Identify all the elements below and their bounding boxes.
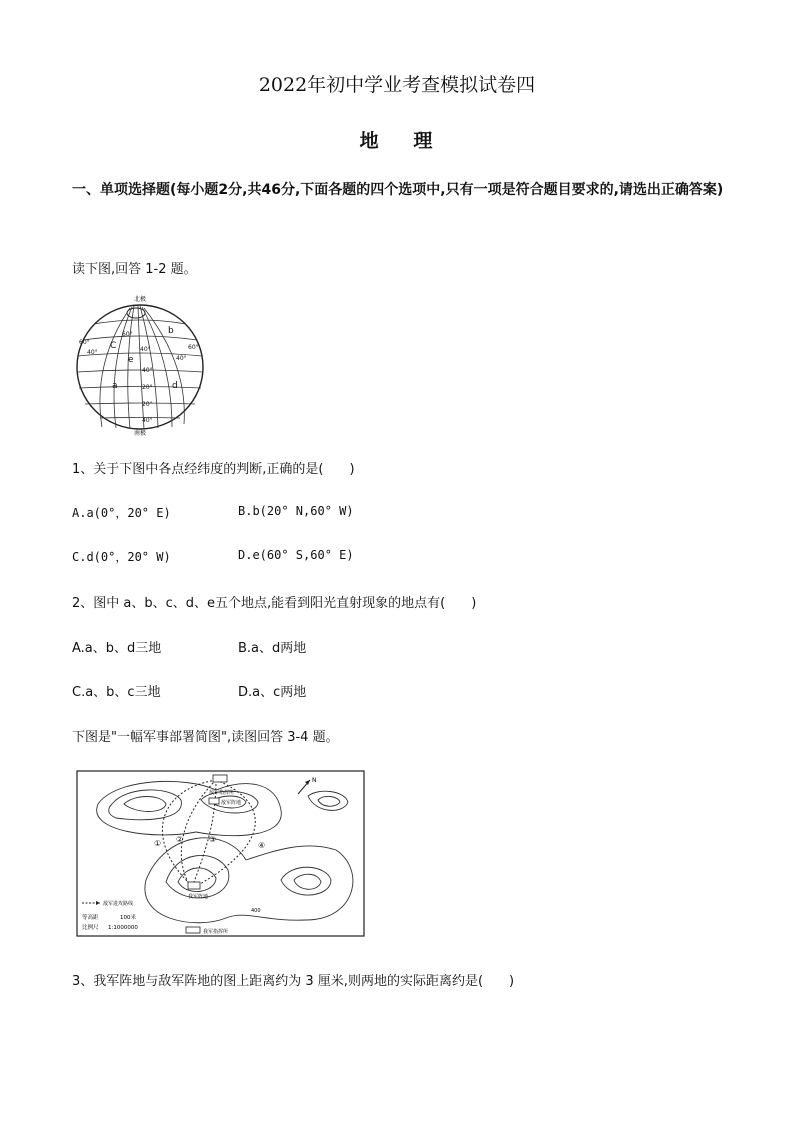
q2-stem: 2、图中 a、b、c、d、e五个地点,能看到阳光直射现象的地点有( ) (72, 596, 477, 611)
our-position-marker (188, 882, 200, 889)
globe-north-label: 北极 (134, 296, 147, 303)
deg-label-left-2: 40° (87, 349, 98, 356)
our-command-marker (186, 927, 200, 933)
q1-option-b: B.b(20° N,60° W) (238, 504, 354, 518)
map-legend (82, 900, 138, 931)
legend-route-label: 敌军进攻路线 (103, 901, 134, 907)
point-b-label: b (168, 326, 174, 336)
deg-label-top-1: 60° (122, 331, 133, 338)
q2-option-d: D.a、c两地 (238, 685, 307, 700)
intro-1: 读下图,回答 1-2 题。 (72, 262, 197, 277)
q1-option-c: C.d(0°，20° W) (72, 550, 171, 564)
deg-label-top-4: 60° (188, 344, 199, 351)
q1-option-a: A.a(0°，20° E) (72, 506, 171, 520)
legend-contour-interval-label: 等高距 (82, 915, 99, 921)
q1-stem: 1、关于下图中各点经纬度的判断,正确的是( ) (72, 462, 355, 477)
north-arrow (298, 777, 317, 794)
military-map-figure (76, 770, 366, 938)
meridian-deg-2: 20° (142, 384, 153, 391)
enemy-command-top-marker (213, 775, 227, 782)
globe-figure (72, 294, 212, 436)
meridian-deg-4: 40° (142, 417, 153, 424)
contour-value-label: 400 (251, 908, 261, 914)
q2-option-b: B.a、d两地 (238, 641, 307, 656)
enemy-position-label: 敌军阵地 (221, 800, 242, 806)
point-d-label: d (172, 381, 178, 391)
legend-contour-interval-value: 100米 (120, 915, 136, 921)
point-c-label: C (110, 341, 117, 351)
route-4-label: ④ (258, 841, 266, 850)
subject-title (0, 126, 794, 153)
q2-option-c: C.a、b、c三地 (72, 685, 161, 700)
route-1-label: ① (154, 839, 162, 848)
route-2-label: ② (176, 835, 184, 844)
our-command-label: 我军指挥所 (203, 929, 229, 935)
q2-option-a: A.a、b、d三地 (72, 641, 162, 656)
enemy-position-marker (209, 798, 219, 804)
globe-south-label: 南极 (134, 430, 147, 436)
legend-scale-label: 比例尺 (82, 925, 99, 931)
enemy-command-label: 敌军指挥所 (209, 790, 235, 796)
point-a-label: a (112, 381, 118, 391)
q1-option-d: D.e(60° S,60° E) (238, 548, 354, 562)
subject-char-2: 理 (413, 130, 435, 152)
our-position-label: 我军阵地 (188, 894, 209, 900)
subject-char-1: 地 (359, 130, 381, 152)
intro-2: 下图是"一幅军事部署简图",读图回答 3-4 题。 (72, 730, 339, 745)
meridian-deg-1: 40° (142, 367, 153, 374)
deg-label-top-3: 40° (176, 355, 187, 362)
route-3-label: ③ (209, 835, 217, 844)
section-heading: 一、单项选择题(每小题2分,共46分,下面各题的四个选项中,只有一项是符合题目要求的,请选出正确答案) (72, 182, 724, 198)
legend-scale-value: 1:1000000 (108, 925, 138, 931)
north-label: N (312, 777, 317, 784)
meridian-deg-3: 20° (142, 401, 153, 408)
deg-label-left-1: 60° (79, 339, 90, 346)
deg-label-top-2: 40° (140, 346, 151, 353)
exam-title: 2022年初中学业考查模拟试卷四 (258, 74, 536, 96)
point-e-label: e (128, 355, 134, 365)
q3-stem: 3、我军阵地与敌军阵地的图上距离约为 3 厘米,则两地的实际距离约是( ) (72, 974, 515, 989)
